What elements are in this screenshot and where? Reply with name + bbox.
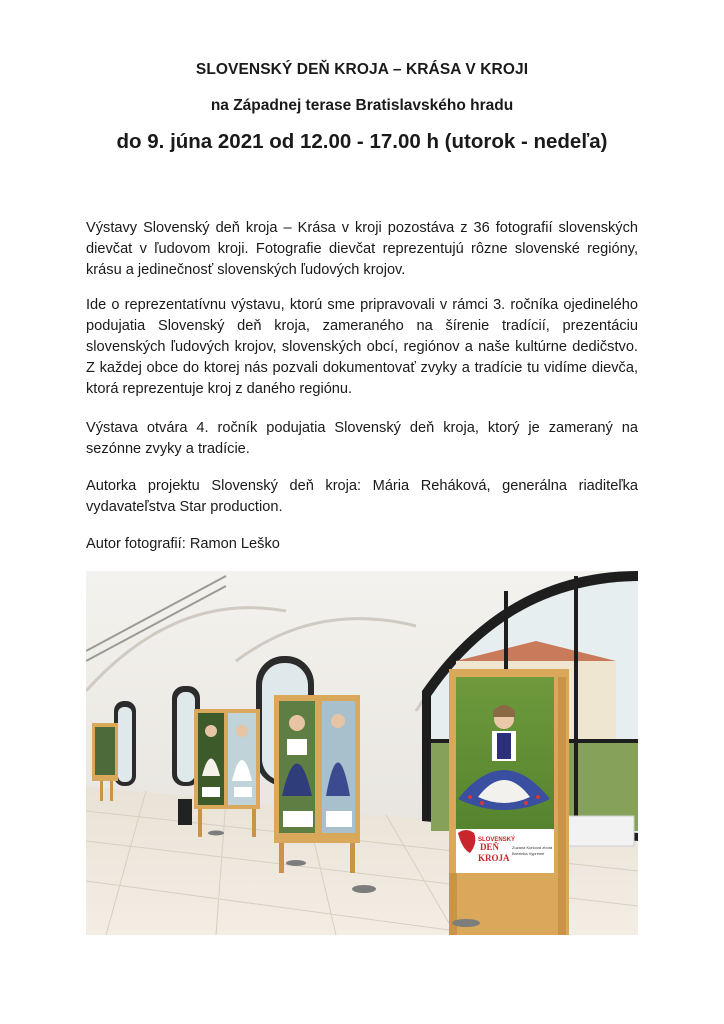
banner-line-2: DEŇ <box>480 842 500 852</box>
paragraph-photo-credit: Autor fotografií: Ramon Leško <box>86 536 280 552</box>
banner-line-1: SLOVENSKÝ <box>478 837 516 843</box>
panel-caption-2: Brezinka Vyprinne <box>512 851 545 856</box>
paragraph-intro: Výstavy Slovenský deň kroja – Krása v kroji pozostáva z 36 fotografií slovenských dievčat v ľudovom kroji. Fotografie dievčat reprezentujú rôzne slovenské regióny, krásu a jedinečnosť slovenských ľudových krojov. <box>86 220 638 278</box>
paragraph-opening: Výstava otvára 4. ročník podujatia Slovenský deň kroja, ktorý je zameraný na sezónne zvyky a tradície. <box>86 420 638 457</box>
main-exhibit-panel <box>449 669 569 935</box>
panel-caption-1: Zuzana Kurková zhora <box>512 845 553 850</box>
paragraph-author: Autorka projektu Slovenský deň kroja: Mária Reháková, generálna riaditeľka vydavateľstva Star production. <box>86 478 638 515</box>
document-subtitle: na Západnej terase Bratislavského hradu <box>210 97 514 114</box>
event-date: do 9. júna 2021 od 12.00 - 17.00 h (utorok - nedeľa) <box>116 130 608 153</box>
banner-line-3: KROJA <box>478 853 510 863</box>
exhibition-photo <box>86 571 638 935</box>
document-title: SLOVENSKÝ DEŇ KROJA – KRÁSA V KROJI <box>195 61 529 78</box>
paragraph-description: Ide o reprezentatívnu výstavu, ktorú sme pripravovali v rámci 3. ročníka ojedinelého podujatia Slovenský deň kroja, zameraného na šírenie tradícií, prezentáciu slovenských ľudových krojov, slovenských obcí, regiónov a naše kultúrne dedičstvo. Z každej obce do ktorej nás pozvali dokumentovať zvyky a tradície tu vidíme dievča, ktorá reprezentuje kroj z daného regiónu. <box>86 297 638 397</box>
